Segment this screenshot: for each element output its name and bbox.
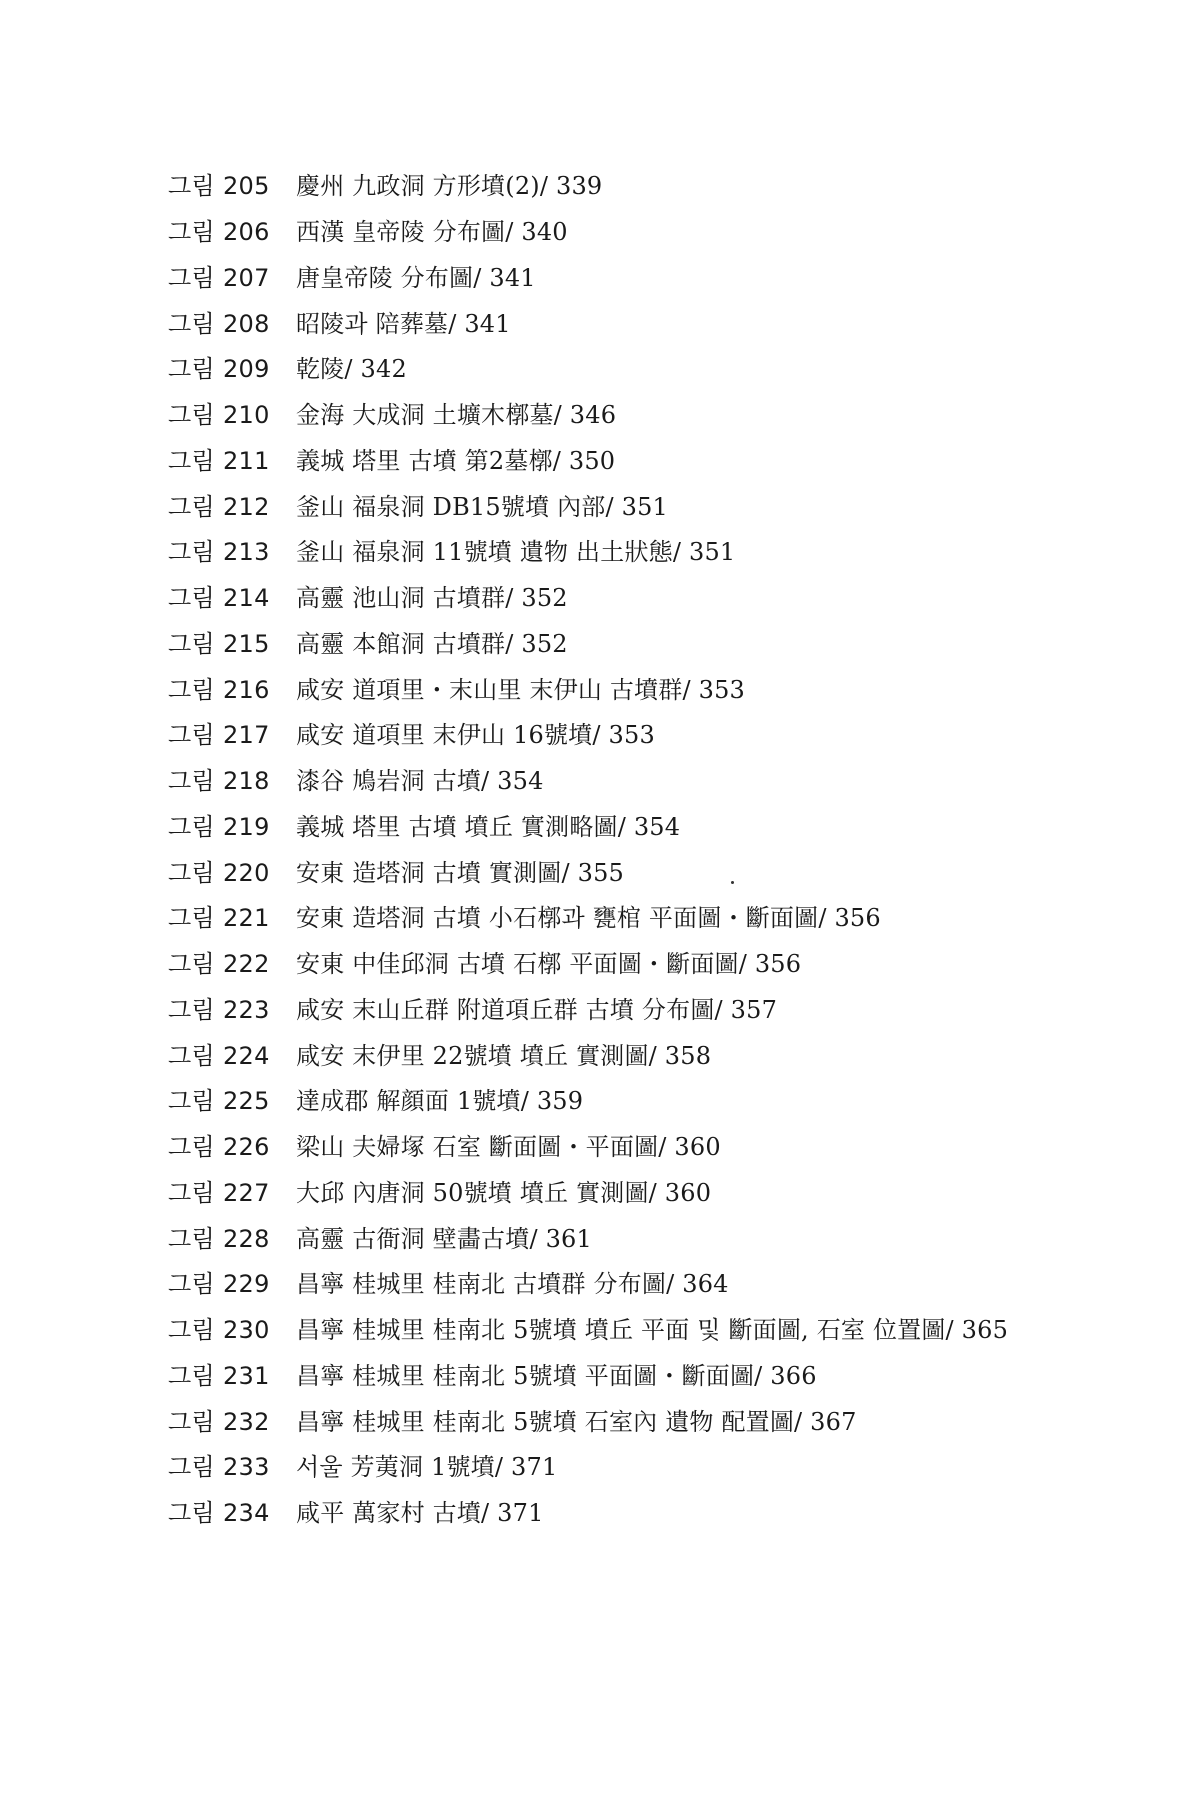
figure-entry [168, 985, 1008, 1031]
figure-label [168, 853, 296, 888]
figure-entry [168, 1351, 1008, 1397]
figure-number: 218 [222, 767, 270, 796]
stray-dot [731, 881, 734, 884]
figure-label [168, 1081, 296, 1116]
figure-title: 釜山 福泉洞 11號墳 遺物 出土狀態/ 351 [296, 538, 736, 567]
figure-entry [168, 1076, 1008, 1122]
figure-number: 215 [222, 629, 270, 658]
figure-word: 그림 [168, 492, 215, 521]
figure-entry [168, 1259, 1008, 1305]
figure-number: 225 [222, 1087, 270, 1116]
figure-entry [168, 756, 1008, 802]
figure-word: 그림 [168, 172, 215, 201]
figure-number: 205 [222, 172, 270, 201]
figure-label [168, 715, 296, 750]
figure-entry [168, 847, 1008, 893]
figure-label [168, 212, 296, 247]
figure-title: 咸安 末伊里 22號墳 墳丘 實測圖/ 358 [296, 1041, 712, 1070]
figure-label [168, 578, 296, 613]
figure-label [168, 1264, 296, 1299]
figure-number: 227 [222, 1178, 270, 1207]
figure-label [168, 1493, 296, 1528]
figure-entry [168, 619, 1008, 665]
figure-label [168, 898, 296, 933]
figure-word: 그림 [168, 904, 215, 933]
figure-word: 그림 [168, 1453, 215, 1482]
figure-number: 229 [222, 1270, 270, 1299]
figure-label [168, 1173, 296, 1208]
figure-number: 210 [222, 401, 270, 430]
figure-number: 228 [222, 1224, 270, 1253]
figure-entry [168, 207, 1008, 253]
figure-label [168, 1402, 296, 1437]
figure-entry [168, 710, 1008, 756]
figure-label [168, 395, 296, 430]
figure-label [168, 1219, 296, 1254]
figure-number: 224 [222, 1041, 270, 1070]
figure-number: 234 [222, 1499, 270, 1528]
figure-word: 그림 [168, 1270, 215, 1299]
figure-title: 漆谷 鳩岩洞 古墳/ 354 [296, 767, 544, 796]
figure-label [168, 761, 296, 796]
figure-title: 安東 中佳邱洞 古墳 石槨 平面圖・斷面圖/ 356 [296, 950, 802, 979]
figure-title: 서울 芳荑洞 1號墳/ 371 [296, 1453, 558, 1482]
figure-title: 梁山 夫婦塚 石室 斷面圖・平面圖/ 360 [296, 1133, 721, 1162]
figure-word: 그림 [168, 1316, 215, 1345]
figure-entry [168, 939, 1008, 985]
figure-label [168, 349, 296, 384]
figure-label [168, 304, 296, 339]
figure-entry [168, 481, 1008, 527]
figure-number: 213 [222, 538, 270, 567]
figure-number: 217 [222, 721, 270, 750]
figure-entry [168, 1396, 1008, 1442]
figure-number: 214 [222, 584, 270, 613]
figure-title: 西漢 皇帝陵 分布圖/ 340 [296, 218, 568, 247]
figure-word: 그림 [168, 995, 215, 1024]
figure-word: 그림 [168, 1041, 215, 1070]
figure-entry [168, 253, 1008, 299]
figure-word: 그림 [168, 1178, 215, 1207]
figure-word: 그림 [168, 1087, 215, 1116]
figure-title: 乾陵/ 342 [296, 355, 407, 384]
figure-number: 206 [222, 218, 270, 247]
figure-title: 高靈 古衙洞 壁畵古墳/ 361 [296, 1224, 592, 1253]
figure-title: 咸平 萬家村 古墳/ 371 [296, 1499, 544, 1528]
figure-title: 高靈 池山洞 古墳群/ 352 [296, 584, 568, 613]
figure-word: 그림 [168, 1407, 215, 1436]
figure-entry [168, 161, 1008, 207]
figure-word: 그림 [168, 538, 215, 567]
figure-number: 209 [222, 355, 270, 384]
figure-entry [168, 802, 1008, 848]
figure-label [168, 944, 296, 979]
figure-number: 231 [222, 1361, 270, 1390]
figure-title: 義城 塔里 古墳 墳丘 實測略圖/ 354 [296, 812, 681, 841]
figure-entry [168, 573, 1008, 619]
figure-title: 唐皇帝陵 分布圖/ 341 [296, 263, 536, 292]
figure-title: 昌寧 桂城里 桂南北 5號墳 平面圖・斷面圖/ 366 [296, 1361, 817, 1390]
figure-label [168, 624, 296, 659]
figure-list [168, 161, 1008, 1534]
figure-title: 達成郡 解顔面 1號墳/ 359 [296, 1087, 584, 1116]
figure-word: 그림 [168, 1361, 215, 1390]
figure-entry [168, 1122, 1008, 1168]
figure-number: 232 [222, 1407, 270, 1436]
figure-word: 그림 [168, 218, 215, 247]
figure-title: 咸安 末山丘群 附道項丘群 古墳 分布圖/ 357 [296, 995, 778, 1024]
figure-label [168, 807, 296, 842]
figure-word: 그림 [168, 263, 215, 292]
figure-title: 大邱 內唐洞 50號墳 墳丘 實測圖/ 360 [296, 1178, 712, 1207]
figure-label [168, 1036, 296, 1071]
figure-number: 230 [222, 1316, 270, 1345]
figure-number: 208 [222, 309, 270, 338]
figure-title: 高靈 本館洞 古墳群/ 352 [296, 629, 568, 658]
figure-word: 그림 [168, 721, 215, 750]
figure-title: 昌寧 桂城里 桂南北 古墳群 分布圖/ 364 [296, 1270, 729, 1299]
figure-title: 金海 大成洞 土壙木槨墓/ 346 [296, 401, 617, 430]
figure-entry [168, 1488, 1008, 1534]
figure-word: 그림 [168, 355, 215, 384]
figure-word: 그림 [168, 584, 215, 613]
figure-entry [168, 527, 1008, 573]
figure-label [168, 1127, 296, 1162]
figure-label [168, 487, 296, 522]
figure-entry [168, 1305, 1008, 1351]
figure-word: 그림 [168, 950, 215, 979]
figure-number: 207 [222, 263, 270, 292]
figure-label [168, 258, 296, 293]
figure-entry [168, 436, 1008, 482]
figure-word: 그림 [168, 858, 215, 887]
figure-number: 223 [222, 995, 270, 1024]
figure-title: 昌寧 桂城里 桂南北 5號墳 墳丘 平面 및 斷面圖, 石室 位置圖/ 365 [296, 1316, 1009, 1345]
figure-entry [168, 664, 1008, 710]
figure-label [168, 1447, 296, 1482]
figure-title: 義城 塔里 古墳 第2墓槨/ 350 [296, 446, 616, 475]
figure-entry [168, 1168, 1008, 1214]
figure-label [168, 990, 296, 1025]
figure-label [168, 166, 296, 201]
figure-entry [168, 344, 1008, 390]
figure-title: 咸安 道項里 末伊山 16號墳/ 353 [296, 721, 655, 750]
figure-title: 昌寧 桂城里 桂南北 5號墳 石室內 遺物 配置圖/ 367 [296, 1407, 857, 1436]
figure-label [168, 670, 296, 705]
figure-word: 그림 [168, 767, 215, 796]
figure-label [168, 1356, 296, 1391]
figure-number: 216 [222, 675, 270, 704]
figure-word: 그림 [168, 309, 215, 338]
figure-number: 211 [222, 446, 270, 475]
figure-number: 222 [222, 950, 270, 979]
figure-word: 그림 [168, 812, 215, 841]
figure-title: 慶州 九政洞 方形墳(2)/ 339 [296, 172, 603, 201]
figure-title: 安東 造塔洞 古墳 小石槨과 甕棺 平面圖・斷面圖/ 356 [296, 904, 881, 933]
figure-number: 219 [222, 812, 270, 841]
figure-word: 그림 [168, 1499, 215, 1528]
figure-entry [168, 1213, 1008, 1259]
figure-entry [168, 298, 1008, 344]
figure-word: 그림 [168, 446, 215, 475]
figure-entry [168, 1030, 1008, 1076]
figure-title: 釜山 福泉洞 DB15號墳 內部/ 351 [296, 492, 669, 521]
figure-label [168, 1310, 296, 1345]
figure-number: 233 [222, 1453, 270, 1482]
figure-entry [168, 1442, 1008, 1488]
figure-word: 그림 [168, 675, 215, 704]
figure-entry [168, 390, 1008, 436]
figure-number: 226 [222, 1133, 270, 1162]
figure-label [168, 532, 296, 567]
figure-word: 그림 [168, 1224, 215, 1253]
figure-word: 그림 [168, 629, 215, 658]
figure-word: 그림 [168, 401, 215, 430]
figure-entry [168, 893, 1008, 939]
figure-number: 221 [222, 904, 270, 933]
figure-number: 220 [222, 858, 270, 887]
figure-number: 212 [222, 492, 270, 521]
figure-title: 咸安 道項里・末山里 末伊山 古墳群/ 353 [296, 675, 746, 704]
figure-title: 安東 造塔洞 古墳 實測圖/ 355 [296, 858, 625, 887]
figure-label [168, 441, 296, 476]
figure-title: 昭陵과 陪葬墓/ 341 [296, 309, 511, 338]
figure-word: 그림 [168, 1133, 215, 1162]
